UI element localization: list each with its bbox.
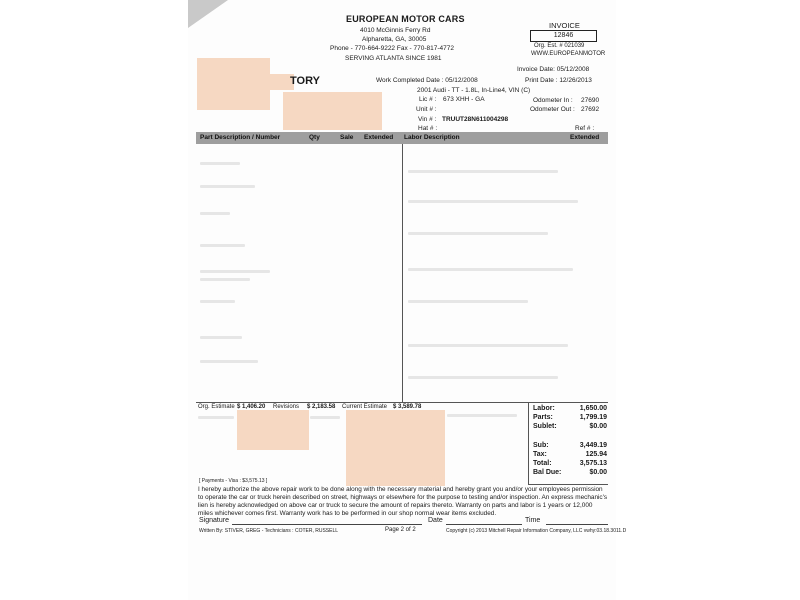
faded-line: [408, 232, 548, 235]
org-estimate-value: $ 1,406.20: [237, 404, 266, 410]
revisions-label: Revisions: [273, 404, 300, 410]
hat-label: Hat # :: [418, 125, 438, 132]
payments-note: [ Payments - Visa : $3,575.13 ]: [199, 478, 268, 484]
current-estimate-value: $ 3,589.78: [393, 404, 422, 410]
parts-total-row: Parts: 1,799.19: [533, 414, 607, 421]
page-number: Page 2 of 2: [385, 527, 416, 533]
shop-address: 4010 McGinnis Ferry Rd: [360, 27, 431, 34]
date-label: Date: [428, 517, 443, 524]
faded-line: [310, 416, 340, 419]
faded-line: [200, 212, 230, 215]
vin-label: Vin # :: [418, 116, 437, 123]
redaction-block-address: [283, 92, 382, 130]
revisions-value: $ 2,183.58: [307, 404, 336, 410]
odometer-out-value: 27692: [581, 106, 600, 113]
shop-website: WWW.EUROPEANMOTOR: [531, 51, 606, 57]
faded-line: [200, 185, 255, 188]
faded-line: [408, 268, 573, 271]
written-by: Written By: STIVER, GREG - Technicians : COTER, RUSSELL: [199, 528, 339, 534]
totals-box: [528, 402, 608, 484]
faded-line: [200, 336, 242, 339]
faded-line: [408, 170, 558, 173]
faded-line: [408, 344, 568, 347]
page-title: TORY: [290, 75, 320, 87]
col-labor-description: Labor Description: [404, 134, 460, 141]
odometer-in-value: 27690: [581, 97, 600, 104]
faded-line: [200, 270, 270, 273]
signature-line: [232, 524, 422, 525]
redaction-block-revisions: [237, 410, 309, 450]
col-part-description: Part Description / Number: [200, 134, 281, 141]
vehicle-description: 2001 Audi - TT - 1.8L, In-Line4, VIN (C): [417, 87, 531, 94]
faded-line: [198, 416, 234, 419]
org-estimate-number: Org. Est. # 021039: [534, 43, 585, 49]
redaction-block-customer: [197, 58, 270, 110]
faded-line: [200, 162, 240, 165]
faded-line: [408, 200, 578, 203]
lic-label: Lic # :: [419, 96, 437, 103]
copyright: Copyright (c) 2013 Mitchell Repair Information Company, LLC vwhy:03.18.3011.D: [446, 528, 627, 534]
faded-line: [408, 300, 528, 303]
invoice-date: Invoice Date: 05/12/2008: [517, 66, 590, 73]
page-fold-corner: [188, 0, 228, 28]
work-completed-date: Work Completed Date : 05/12/2008: [376, 77, 478, 84]
totals-bottom-rule: [528, 484, 608, 485]
subtotal-row: Sub: 3,449.19: [533, 442, 607, 449]
tax-row: Tax: 125.94: [533, 451, 607, 458]
col-sale: Sale: [340, 134, 354, 141]
shop-city: Alpharetta, GA, 30005: [362, 36, 427, 43]
shop-contact: Phone - 770-664-9222 Fax - 770-817-4772: [330, 45, 454, 52]
column-header-bar: [196, 132, 608, 144]
unit-label: Unit # :: [416, 106, 437, 113]
grand-total-row: Total: 3,575.13: [533, 460, 607, 467]
faded-line: [200, 244, 245, 247]
signature-label: Signature: [199, 517, 229, 524]
faded-line: [447, 414, 517, 417]
odometer-in-label: Odometer In :: [533, 97, 573, 104]
shop-slogan: SERVING ATLANTA SINCE 1981: [345, 55, 442, 62]
redaction-block-notes: [346, 410, 445, 486]
print-date: Print Date : 12/26/2013: [525, 77, 592, 84]
ref-label: Ref # :: [575, 125, 595, 132]
balance-due-row: Bal Due: $0.00: [533, 469, 607, 476]
faded-line: [408, 376, 558, 379]
labor-total-row: Labor: 1,650.00: [533, 405, 607, 412]
col-qty: Qty: [309, 134, 320, 141]
col-labor-extended: Extended: [570, 134, 600, 141]
invoice-title: INVOICE: [549, 21, 580, 30]
date-line: [446, 524, 522, 525]
faded-line: [200, 360, 258, 363]
col-extended: Extended: [364, 134, 394, 141]
time-line: [546, 524, 608, 525]
time-label: Time: [525, 517, 541, 524]
faded-line: [200, 278, 250, 281]
invoice-number: 12846: [530, 30, 597, 42]
authorization-text: I hereby authorize the above repair work to be done along with the necessary material and hereby grant you and/or your employees permission to operate the car or truck herein described on street, highways or elsewhere for the purpose to testing and/or inspection. An express mechanic's lien is hereby acknowledged on above car or truck to secure the amount of repairs thereto. Warranty on parts and labor is 1 years or 12,000 miles whichever comes first. Warranty work has to be performed in our shop normal wear items excluded.: [198, 486, 608, 517]
current-estimate-label: Current Estimate: [342, 404, 388, 410]
org-estimate-label: Org. Estimate: [198, 404, 235, 410]
sublet-total-row: Sublet: $0.00: [533, 423, 607, 430]
vin-value: TRUUT28N611004298: [442, 116, 509, 123]
column-divider: [402, 144, 403, 402]
shop-name: EUROPEAN MOTOR CARS: [346, 14, 465, 24]
lic-value: 673 XHH - GA: [443, 96, 485, 103]
odometer-out-label: Odometer Out :: [530, 106, 575, 113]
faded-line: [200, 300, 235, 303]
